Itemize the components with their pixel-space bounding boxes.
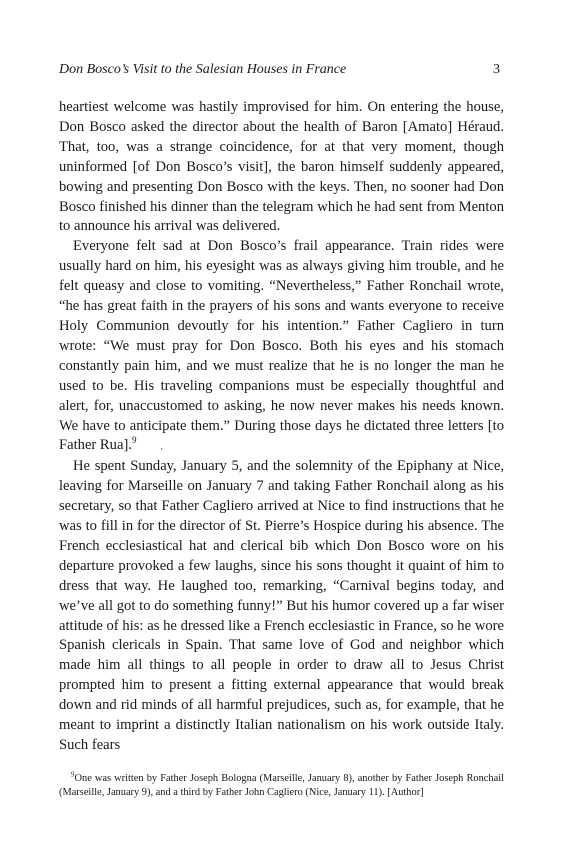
footnote-text: One was written by Father Joseph Bologna (Marseille, January 8), another by Father Joseph Ronchail (Marseille, January 9), and a third by Father John Cagliero (Nice, January 11). [Author] [59, 772, 504, 798]
footnote-body [59, 772, 504, 800]
paragraph-1-text: heartiest welcome was hastily improvised for him. On entering the house, Don Bosco asked the director about the health of Baron [Amato] Héraud. That, too, was a strange coincidence, for at that very moment, though uninformed [of Don Bosco’s visit], the baron himself suddenly appeared, bowing and presenting Don Bosco with the keys. Then, no sooner had Don Bosco finished his dinner than the telegram which he had sent from Menton to announce his arrival was delivered. [59, 99, 504, 235]
book-page [59, 62, 504, 800]
paragraph-2-text: Everyone felt sad at Don Bosco’s frail appearance. Train rides were usually hard on him, his eyesight was as always giving him trouble, and he felt queasy and close to vomiting. “Nevertheless,” Father Ronchail wrote, “he has great faith in the prayers of his sons and wants everyone to receive Holy Communion devoutly for his intention.” Father Cagliero in turn wrote: “We must pray for Don Bosco. Both his eyes and his stomach constantly pain him, and we must realize that he is no longer the man he used to be. His traveling companions must be especially thoughtful and alert, for, unaccustomed to asking, he now never makes his needs known. We have to anticipate them.” During those days he dictated three letters [to Father Rua]. [59, 238, 504, 454]
footnote-reference: 9 [131, 435, 137, 446]
footnote [59, 772, 504, 800]
body-text [59, 98, 504, 756]
running-head [59, 62, 504, 84]
stray-mark: , [160, 441, 163, 452]
footnote-mark: 9 [71, 770, 75, 779]
running-title: Don Bosco’s Visit to the Salesian Houses in France [59, 62, 347, 77]
paragraph-3 [59, 457, 504, 756]
paragraph-3-text: He spent Sunday, January 5, and the solemnity of the Epiphany at Nice, leaving for Marseille on January 7 and taking Father Ronchail along as his secretary, so that Father Cagliero arrived at Nice to find instructions that he was to fill in for the director of St. Pierre’s Hospice during his absence. The French ecclesiastical hat and clerical bib which Don Bosco wore on his departure provoked a few laughs, since his sons thought it quaint of him to dress that way. He laughed too, remarking, “Carnival begins today, and we’ve all got to do something funny!” But his humor covered up a far wiser attitude of his: as he dressed like a French ecclesiastic in France, so he wore Spanish clericals in Spain. That same love of God and neighbor which made him all things to all people in order to draw all to Jesus Christ prompted him to present a fitting external appearance that would break down and rid minds of all harmful prejudices, such as, for example, that he meant to imprint a distinctly Italian nationalism on his work outside Italy. Such fears [59, 458, 504, 753]
paragraph-2 [59, 237, 504, 457]
page-number: 3 [493, 62, 500, 77]
paragraph-1 [59, 98, 504, 237]
